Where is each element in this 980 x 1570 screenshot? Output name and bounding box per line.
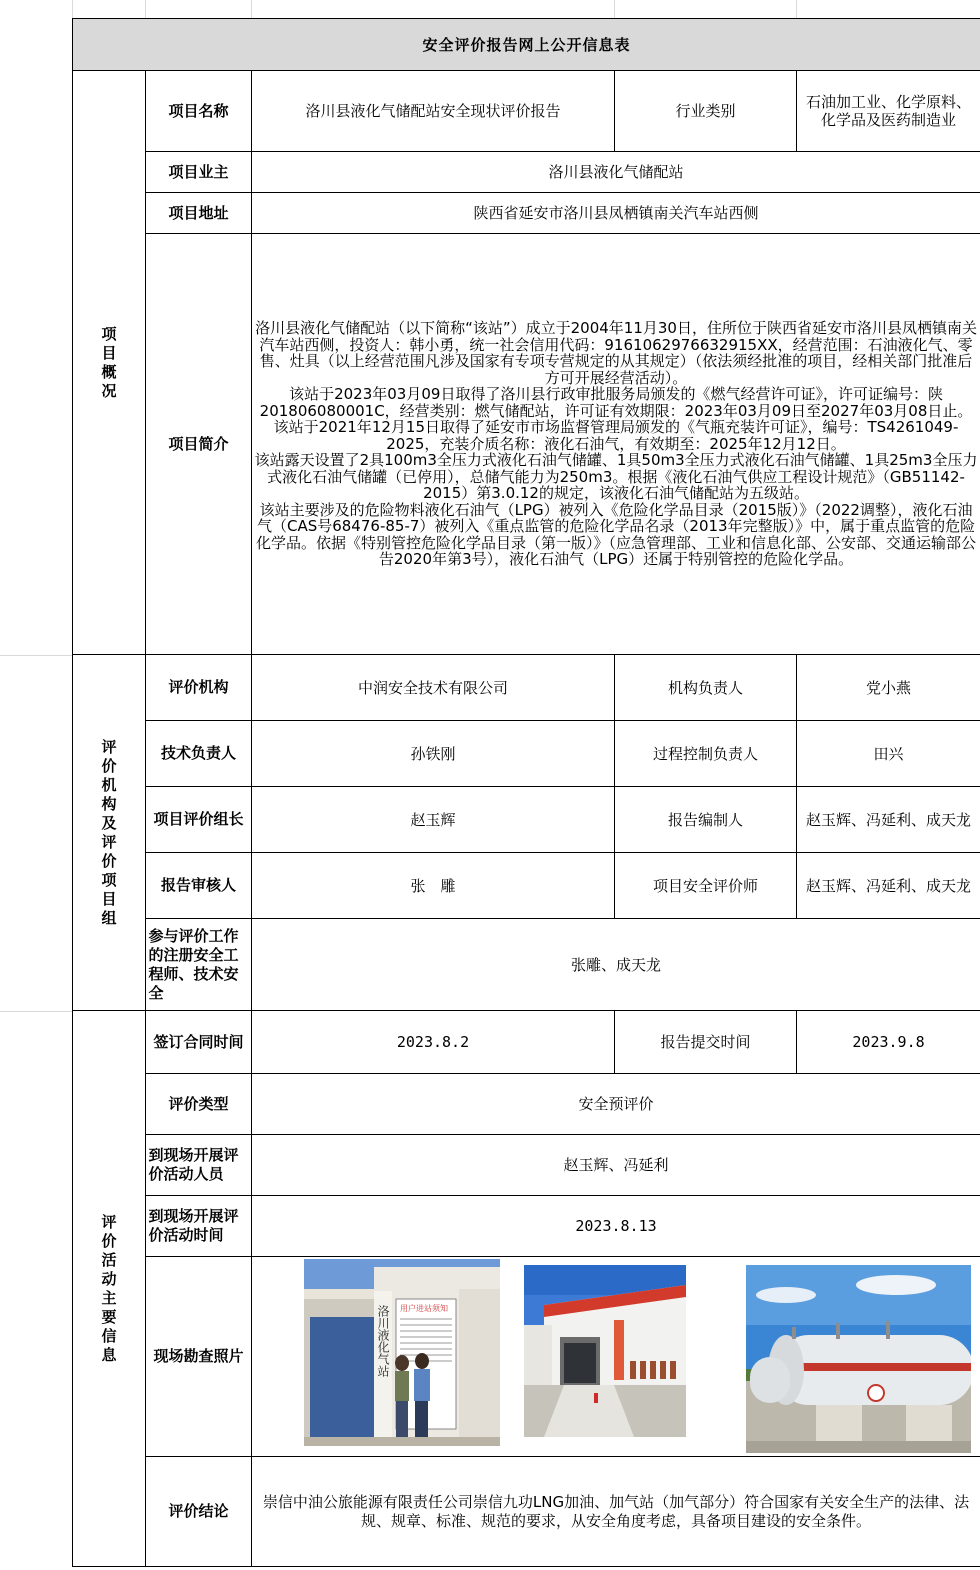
gate-sign: 洛川液化气站	[376, 1304, 390, 1377]
site-photo-building	[524, 1265, 686, 1437]
conclusion-value: 崇信中油公旅能源有限责任公司崇信九功LNG加油、加气站（加气部分）符合国家有关安全生产的法律、法规、规章、标准、规范的要求，从安全角度考虑，具备项目建设的安全条件。	[252, 1457, 980, 1567]
info-table	[72, 18, 980, 1567]
contract-label: 签订合同时间	[146, 1011, 252, 1074]
project-address-label: 项目地址	[146, 193, 252, 234]
section-org: 评价机构及评价项目组	[73, 655, 146, 1011]
agency-label: 评价机构	[146, 655, 252, 721]
submit-date: 2023.9.8	[797, 1011, 980, 1074]
onsite-time-label: 到现场开展评价活动时间	[146, 1196, 252, 1257]
intro-paragraph: 该站主要涉及的危险物料液化石油气（LPG）被列入《危险化学品目录（2015版）》（2022调整），液化石油气（CAS号68476-85-7）被列入《重点监管的危险化学品名录（2013年完整版）》中，属于重点监管的危险化学品。依据《特别管控危险化学品目录（第一版）》（应急管理部、工业和信息化部、公安部、交通运输部公告2020年第3号），液化石油气（LPG）还属于特别管控的危险化学品。	[256, 500, 977, 569]
photos-cell	[252, 1257, 980, 1457]
project-owner-label: 项目业主	[146, 152, 252, 193]
site-photo-tanks	[746, 1265, 971, 1453]
project-name-label: 项目名称	[146, 71, 252, 152]
leader-label: 项目评价组长	[146, 787, 252, 853]
sheet-grid-left	[0, 0, 72, 1570]
type-value: 安全预评价	[252, 1074, 980, 1135]
onsite-people-label: 到现场开展评价活动人员	[146, 1135, 252, 1196]
section-activity: 评价活动主要信息	[73, 1011, 146, 1567]
project-name: 洛川县液化气储配站安全现状评价报告	[252, 71, 615, 152]
project-address: 陕西省延安市洛川县凤栖镇南关汽车站西侧	[252, 193, 980, 234]
intro-paragraph: 该站于2023年03月09日取得了洛川县行政审批服务局颁发的《燃气经营许可证》，许可证编号：陕201806080001C，经营类别：燃气储配站，许可证有效期限：2023年03月09日至2027年03月08日止。该站于2021年12月15日取得了延安市市场监督管理局颁发的《气瓶充装许可证》，编号：TS4261049-2025，充装介质名称：液化石油气，有效期至：2025年12月12日。	[259, 385, 973, 453]
section-overview: 项目概况	[73, 71, 146, 655]
project-intro	[252, 234, 980, 655]
conclusion-label: 评价结论	[146, 1457, 252, 1567]
notice-title: 用户进站须知	[400, 1303, 448, 1313]
writer-label: 报告编制人	[615, 787, 797, 853]
industry-value: 石油加工业、化学原料、化学品及医药制造业	[797, 71, 980, 152]
process-label: 过程控制负责人	[615, 721, 797, 787]
sheet-grid-top	[0, 0, 980, 18]
head-value: 党小燕	[797, 655, 980, 721]
project-intro-label: 项目简介	[146, 234, 252, 655]
assessor-label: 项目安全评价师	[615, 853, 797, 919]
contract-date: 2023.8.2	[252, 1011, 615, 1074]
intro-paragraph: 洛川县液化气储配站（以下简称“该站”）成立于2004年11月30日，住所位于陕西省延安市洛川县凤栖镇南关汽车站西侧，投资人：韩小勇，统一社会信用代码：916106297663​2915XX，经营范围：石油液化气、零售、灶具（以上经营范围凡涉及国家有专项专营规定的从其规定）（依法须经批准的项目，经相关部门批准后方可开展经营活动）。	[255, 319, 977, 387]
photos-label: 现场勘查照片	[146, 1257, 252, 1457]
writer-value: 赵玉辉、冯延利、成天龙	[797, 787, 980, 853]
engineers-value: 张雕、成天龙	[252, 919, 980, 1011]
tech-value: 孙铁刚	[252, 721, 615, 787]
reviewer-value: 张 雕	[252, 853, 615, 919]
gate-sign-text	[376, 1304, 390, 1376]
tech-label: 技术负责人	[146, 721, 252, 787]
intro-paragraph: 该站露天设置了2具100m3全压力式液化石油气储罐、1具50m3全压力式液化石油气储罐、1具25m3全压力式液化石油气储罐（已停用），总储气能力为250m3。根据《液化石油气供应工程设计规范》（GB51142-2015）第3.0.12的规定，该液化石油气储配站为五级站。	[254, 451, 978, 503]
head-label: 机构负责人	[615, 655, 797, 721]
agency-value: 中润安全技术有限公司	[252, 655, 615, 721]
project-owner: 洛川县液化气储配站	[252, 152, 980, 193]
site-photo-gate	[304, 1259, 500, 1446]
onsite-people-value: 赵玉辉、冯延利	[252, 1135, 980, 1196]
reviewer-label: 报告审核人	[146, 853, 252, 919]
engineers-label: 参与评价工作的注册安全工程师、技术安全	[146, 919, 252, 1011]
leader-value: 赵玉辉	[252, 787, 615, 853]
submit-label: 报告提交时间	[615, 1011, 797, 1074]
process-value: 田兴	[797, 721, 980, 787]
assessor-value: 赵玉辉、冯延利、成天龙	[797, 853, 980, 919]
page-title: 安全评价报告网上公开信息表	[73, 19, 980, 71]
type-label: 评价类型	[146, 1074, 252, 1135]
industry-label: 行业类别	[615, 71, 797, 152]
onsite-time-value: 2023.8.13	[252, 1196, 980, 1257]
